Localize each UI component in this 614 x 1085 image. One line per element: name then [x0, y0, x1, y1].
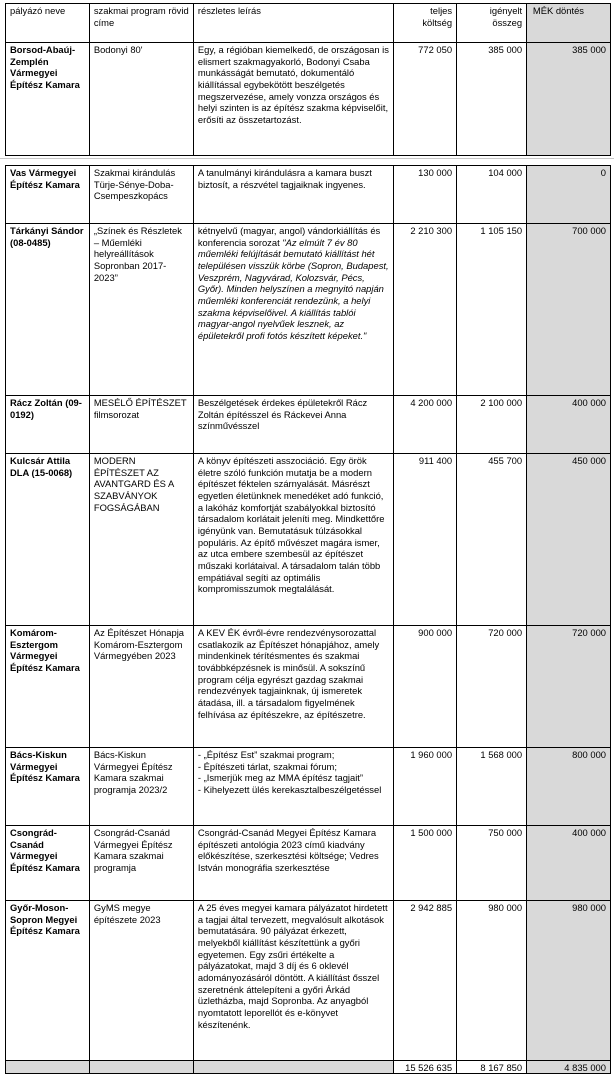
decision-cell: 980 000 — [527, 901, 611, 1061]
table-row — [6, 748, 611, 826]
description-cell: Beszélgetések érdekes épületekről Rácz Zoltán építésszel és Ráckevei Anna színművésszel — [193, 396, 394, 454]
decision-cell: 700 000 — [527, 224, 611, 396]
table-row — [6, 454, 611, 626]
table-row — [6, 224, 611, 396]
decision-sum: 4 835 000 — [527, 1061, 611, 1074]
requested-cell: 385 000 — [457, 43, 527, 156]
page-break-divider — [0, 158, 614, 159]
decision-cell: 450 000 — [527, 454, 611, 626]
requested-cell: 980 000 — [457, 901, 527, 1061]
total-cost-cell: 4 200 000 — [394, 396, 457, 454]
table-row — [6, 626, 611, 748]
applicant-cell: Kulcsár Attila DLA (15-0068) — [6, 454, 90, 626]
description-cell: Egy, a régióban kiemelkedő, de országosan is elismert szakmagyakorló, Bodonyi Csaba munkásságát bemutató, dokumentáló kiállítással egybekötött beszélgetés megszervezése, amely vonzza országos és helyi szinten is az építész szakma képviselőit, erősíti az összetartozást. — [193, 43, 394, 156]
program-cell: Csongrád-Csanád Vármegyei Építész Kamara szakmai programja — [89, 826, 193, 901]
description-plain: kétnyelvű (magyar, angol) vándorkiállítás és konferencia sorozat — [197, 225, 381, 248]
description-cell: A könyv építészeti asszociáció. Egy örök életre szóló funkción mutatja be a modern építészet féktelen szárnyalását. Másrészt egyetlen életünknek menedéket adó funkció, a lakóház komfortját szabályokkal biztosító társadalom korlátait jeleníti meg. Mindkettőre igényünk van. Bemutatásuk túlzásokkal populáris. Az építő művészet magára ismer, az utca embere szembesül az építészet műszaki korlátaival. A társadalom talán több empátiával segíti az optimális kompromisszumok megtalálását. — [193, 454, 394, 626]
applicant-cell: Rácz Zoltán (09-0192) — [6, 396, 90, 454]
program-cell: Az Építészet Hónapja Komárom-Esztergom Vármegyében 2023 — [89, 626, 193, 748]
applicant-cell: Komárom-Esztergom Vármegyei Építész Kamara — [6, 626, 90, 748]
requested-cell: 750 000 — [457, 826, 527, 901]
grant-table-part-1 — [5, 3, 611, 156]
total-cost-cell: 900 000 — [394, 626, 457, 748]
description-line: - Építészeti tárlat, szakmai fórum; — [197, 760, 337, 772]
grant-table-part-2 — [5, 165, 611, 1074]
total-cost-cell: 911 400 — [394, 454, 457, 626]
applicant-cell: Csongrád-Csanád Vármegyei Építész Kamara — [6, 826, 90, 901]
description-line: - Kihelyezett ülés kerekasztalbeszélgetéssel — [197, 783, 382, 795]
total-cost-cell: 1 500 000 — [394, 826, 457, 901]
description-italic: "Az elmúlt 7 év 80 műemléki felújítását bemutató kiállítást hét településen visszük körbe (Sopron, Budapest, Veszprém, Nagyvárad, Kolozsvár, Pécs, Győr). Minden helyszínen a megnyitó napján műemléki konferenciát rendezünk, a helyi szakma képviselőivel. A kiállítás tablói magyar-angol nyelvűek lesznek, az épületekről profi fotós készített képeket." — [197, 236, 389, 341]
header-description: részletes leírás — [193, 4, 394, 43]
requested-cell: 2 100 000 — [457, 396, 527, 454]
totals-row — [6, 1061, 611, 1074]
applicant-cell: Tárkányi Sándor (08-0485) — [6, 224, 90, 396]
description-line: - „Ismerjük meg az MMA építész tagjait” — [197, 772, 364, 784]
totals-empty-cell — [89, 1061, 193, 1074]
description-cell: A KEV ÉK évről-évre rendezvénysorozattal csatlakozik az Építészet hónapjához, amely mindenkinek térítésmentes és szakmai továbbképzésnek is minősül. A sokszínű program célja egyrészt gazdag szakmai rendezvények tagjainknak, új ismeretek átadása, ill. a társadalom figyelmének felhívása az építészekre, az építészetre. — [193, 626, 394, 748]
header-total-cost: teljes költség — [394, 4, 457, 43]
description-cell — [193, 224, 394, 396]
applicant-cell: Bács-Kiskun Vármegyei Építész Kamara — [6, 748, 90, 826]
applicant-cell: Vas Vármegyei Építész Kamara — [6, 166, 90, 224]
decision-cell: 400 000 — [527, 826, 611, 901]
description-cell: A tanulmányi kirándulásra a kamara buszt biztosít, a részvétel tagjaiknak ingyenes. — [193, 166, 394, 224]
total-cost-cell: 772 050 — [394, 43, 457, 156]
applicant-cell: Győr-Moson-Sopron Megyei Építész Kamara — [6, 901, 90, 1061]
program-cell: GyMS megye építészete 2023 — [89, 901, 193, 1061]
table-row — [6, 826, 611, 901]
decision-cell: 800 000 — [527, 748, 611, 826]
header-decision: MÉK döntés — [527, 4, 611, 43]
decision-cell: 385 000 — [527, 43, 611, 156]
requested-sum: 8 167 850 — [457, 1061, 527, 1074]
program-cell: Bodonyi 80' — [89, 43, 193, 156]
header-program: szakmai program rövid címe — [89, 4, 193, 43]
requested-cell: 1 105 150 — [457, 224, 527, 396]
decision-cell: 0 — [527, 166, 611, 224]
header-row — [6, 4, 611, 43]
total-cost-cell: 1 960 000 — [394, 748, 457, 826]
requested-cell: 1 568 000 — [457, 748, 527, 826]
table-row — [6, 396, 611, 454]
requested-cell: 720 000 — [457, 626, 527, 748]
description-cell: Csongrád-Csanád Megyei Építész Kamara építészeti antológia 2023 című kiadvány előkészítése, szerkesztési költsége; Vedres István monográfia szerkesztése — [193, 826, 394, 901]
totals-empty-cell — [193, 1061, 394, 1074]
program-cell: MODERN ÉPÍTÉSZET AZ AVANTGARD ÉS A SZABVÁNYOK FOGSÁGÁBAN — [89, 454, 193, 626]
description-cell — [193, 748, 394, 826]
table-row — [6, 43, 611, 156]
total-cost-sum: 15 526 635 — [394, 1061, 457, 1074]
program-cell: MESÉLŐ ÉPÍTÉSZET filmsorozat — [89, 396, 193, 454]
table-row — [6, 901, 611, 1061]
applicant-cell: Borsod-Abaúj-Zemplén Vármegyei Építész Kamara — [6, 43, 90, 156]
description-cell: A 25 éves megyei kamara pályázatot hirdetett a tagjai által tervezett, megvalósult alkotások bemutatására. 90 pályázat érkezett, melyekből kiállítást készítettünk a győri egyetemen. Egy zsűri értékelte a pályázatokat, majd 3 díj és 6 oklevél adományozásáról döntött. A kiállítást ősszel szeretnénk áttelepíteni a győri Árkád üzletházba, majd Sopronba. Az anyagból nyomtatott leporellót és e-könyvet készítenénk. — [193, 901, 394, 1061]
requested-cell: 104 000 — [457, 166, 527, 224]
total-cost-cell: 130 000 — [394, 166, 457, 224]
header-applicant: pályázó neve — [6, 4, 90, 43]
total-cost-cell: 2 210 300 — [394, 224, 457, 396]
decision-cell: 400 000 — [527, 396, 611, 454]
table-row — [6, 166, 611, 224]
program-cell: Szakmai kirándulás Türje-Sénye-Doba-Csempeszkopács — [89, 166, 193, 224]
program-cell: Bács-Kiskun Vármegyei Építész Kamara szakmai programja 2023/2 — [89, 748, 193, 826]
header-requested: igényelt összeg — [457, 4, 527, 43]
description-line: - „Építész Est” szakmai program; — [197, 749, 335, 760]
totals-empty-cell — [6, 1061, 90, 1074]
requested-cell: 455 700 — [457, 454, 527, 626]
decision-cell: 720 000 — [527, 626, 611, 748]
program-cell: „Színek és Részletek – Műemléki helyreállítások Sopronban 2017-2023” — [89, 224, 193, 396]
total-cost-cell: 2 942 885 — [394, 901, 457, 1061]
